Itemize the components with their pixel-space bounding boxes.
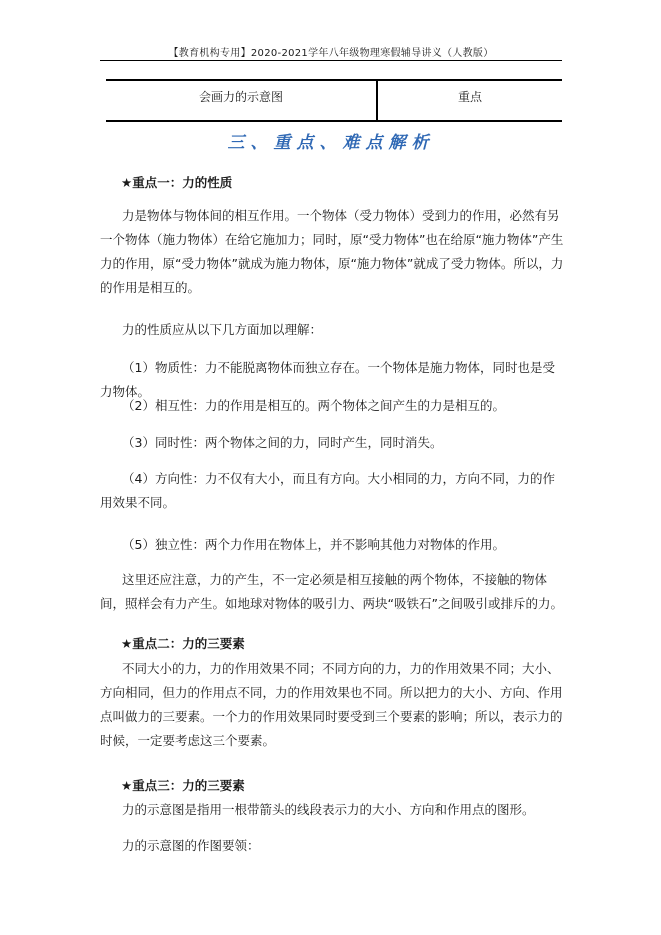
key-point-1-paragraph-1: 力是物体与物体间的相互作用。一个物体（受力物体）受到力的作用，必然有另一个物体（施力物体）在给它施加力；同时，原“受力物体”也在给原“施力物体”产生力的作用，原“受力物体”就成为施力物体，原“施力物体”就成了受力物体。所以，力的作用是相互的。 [100, 208, 564, 295]
property-item-2: （2）相互性：力的作用是相互的。两个物体之间产生的力是相互的。 [122, 398, 505, 413]
objective-table [106, 79, 562, 122]
table-cell-level: 重点 [457, 90, 482, 104]
property-item-5: （5）独立性：两个力作用在物体上，并不影响其他力对物体的作用。 [122, 537, 505, 552]
key-point-1-paragraph-2: 力的性质应从以下几方面加以理解： [122, 322, 323, 337]
section-title: 三、重点、难点解析 [227, 133, 435, 153]
key-point-3-paragraph-2: 力的示意图的作图要领： [122, 838, 260, 853]
key-point-1-paragraph-3: 这里还应注意，力的产生，不一定必须是相互接触的两个物体，不接触的物体间，照样会有力产生。如地球对物体的吸引力、两块“吸铁石”之间吸引或排斥的力。 [100, 572, 563, 611]
key-point-3-heading: ★重点三：力的三要素 [121, 778, 245, 793]
header-rule [100, 60, 562, 61]
key-point-2-paragraph: 不同大小的力，力的作用效果不同；不同方向的力，力的作用效果不同；大小、方向相同，但力的作用点不同，力的作用效果也不同。所以把力的大小、方向、作用点叫做力的三要素。一个力的作用效果同时要受到三个要素的影响；所以，表示力的时候，一定要考虑这三个要素。 [100, 661, 563, 748]
key-point-2-heading: ★重点二：力的三要素 [121, 636, 245, 651]
property-item-1: （1）物质性：力不能脱离物体而独立存在。一个物体是施力物体，同时也是受力物体。 [100, 360, 555, 399]
property-item-4: （4）方向性：力不仅有大小，而且有方向。大小相同的力，方向不同，力的作用效果不同。 [100, 471, 555, 510]
table-cell-objective: 会画力的示意图 [198, 90, 283, 104]
key-point-3-paragraph-1: 力的示意图是指用一根带箭头的线段表示力的大小、方向和作用点的图形。 [122, 802, 535, 817]
page-header: 【教育机构专用】2020-2021学年八年级物理寒假辅导讲义（人教版） [168, 48, 494, 59]
key-point-1-heading: ★重点一：力的性质 [121, 175, 233, 190]
property-item-3: （3）同时性：两个物体之间的力，同时产生，同时消失。 [122, 435, 443, 450]
